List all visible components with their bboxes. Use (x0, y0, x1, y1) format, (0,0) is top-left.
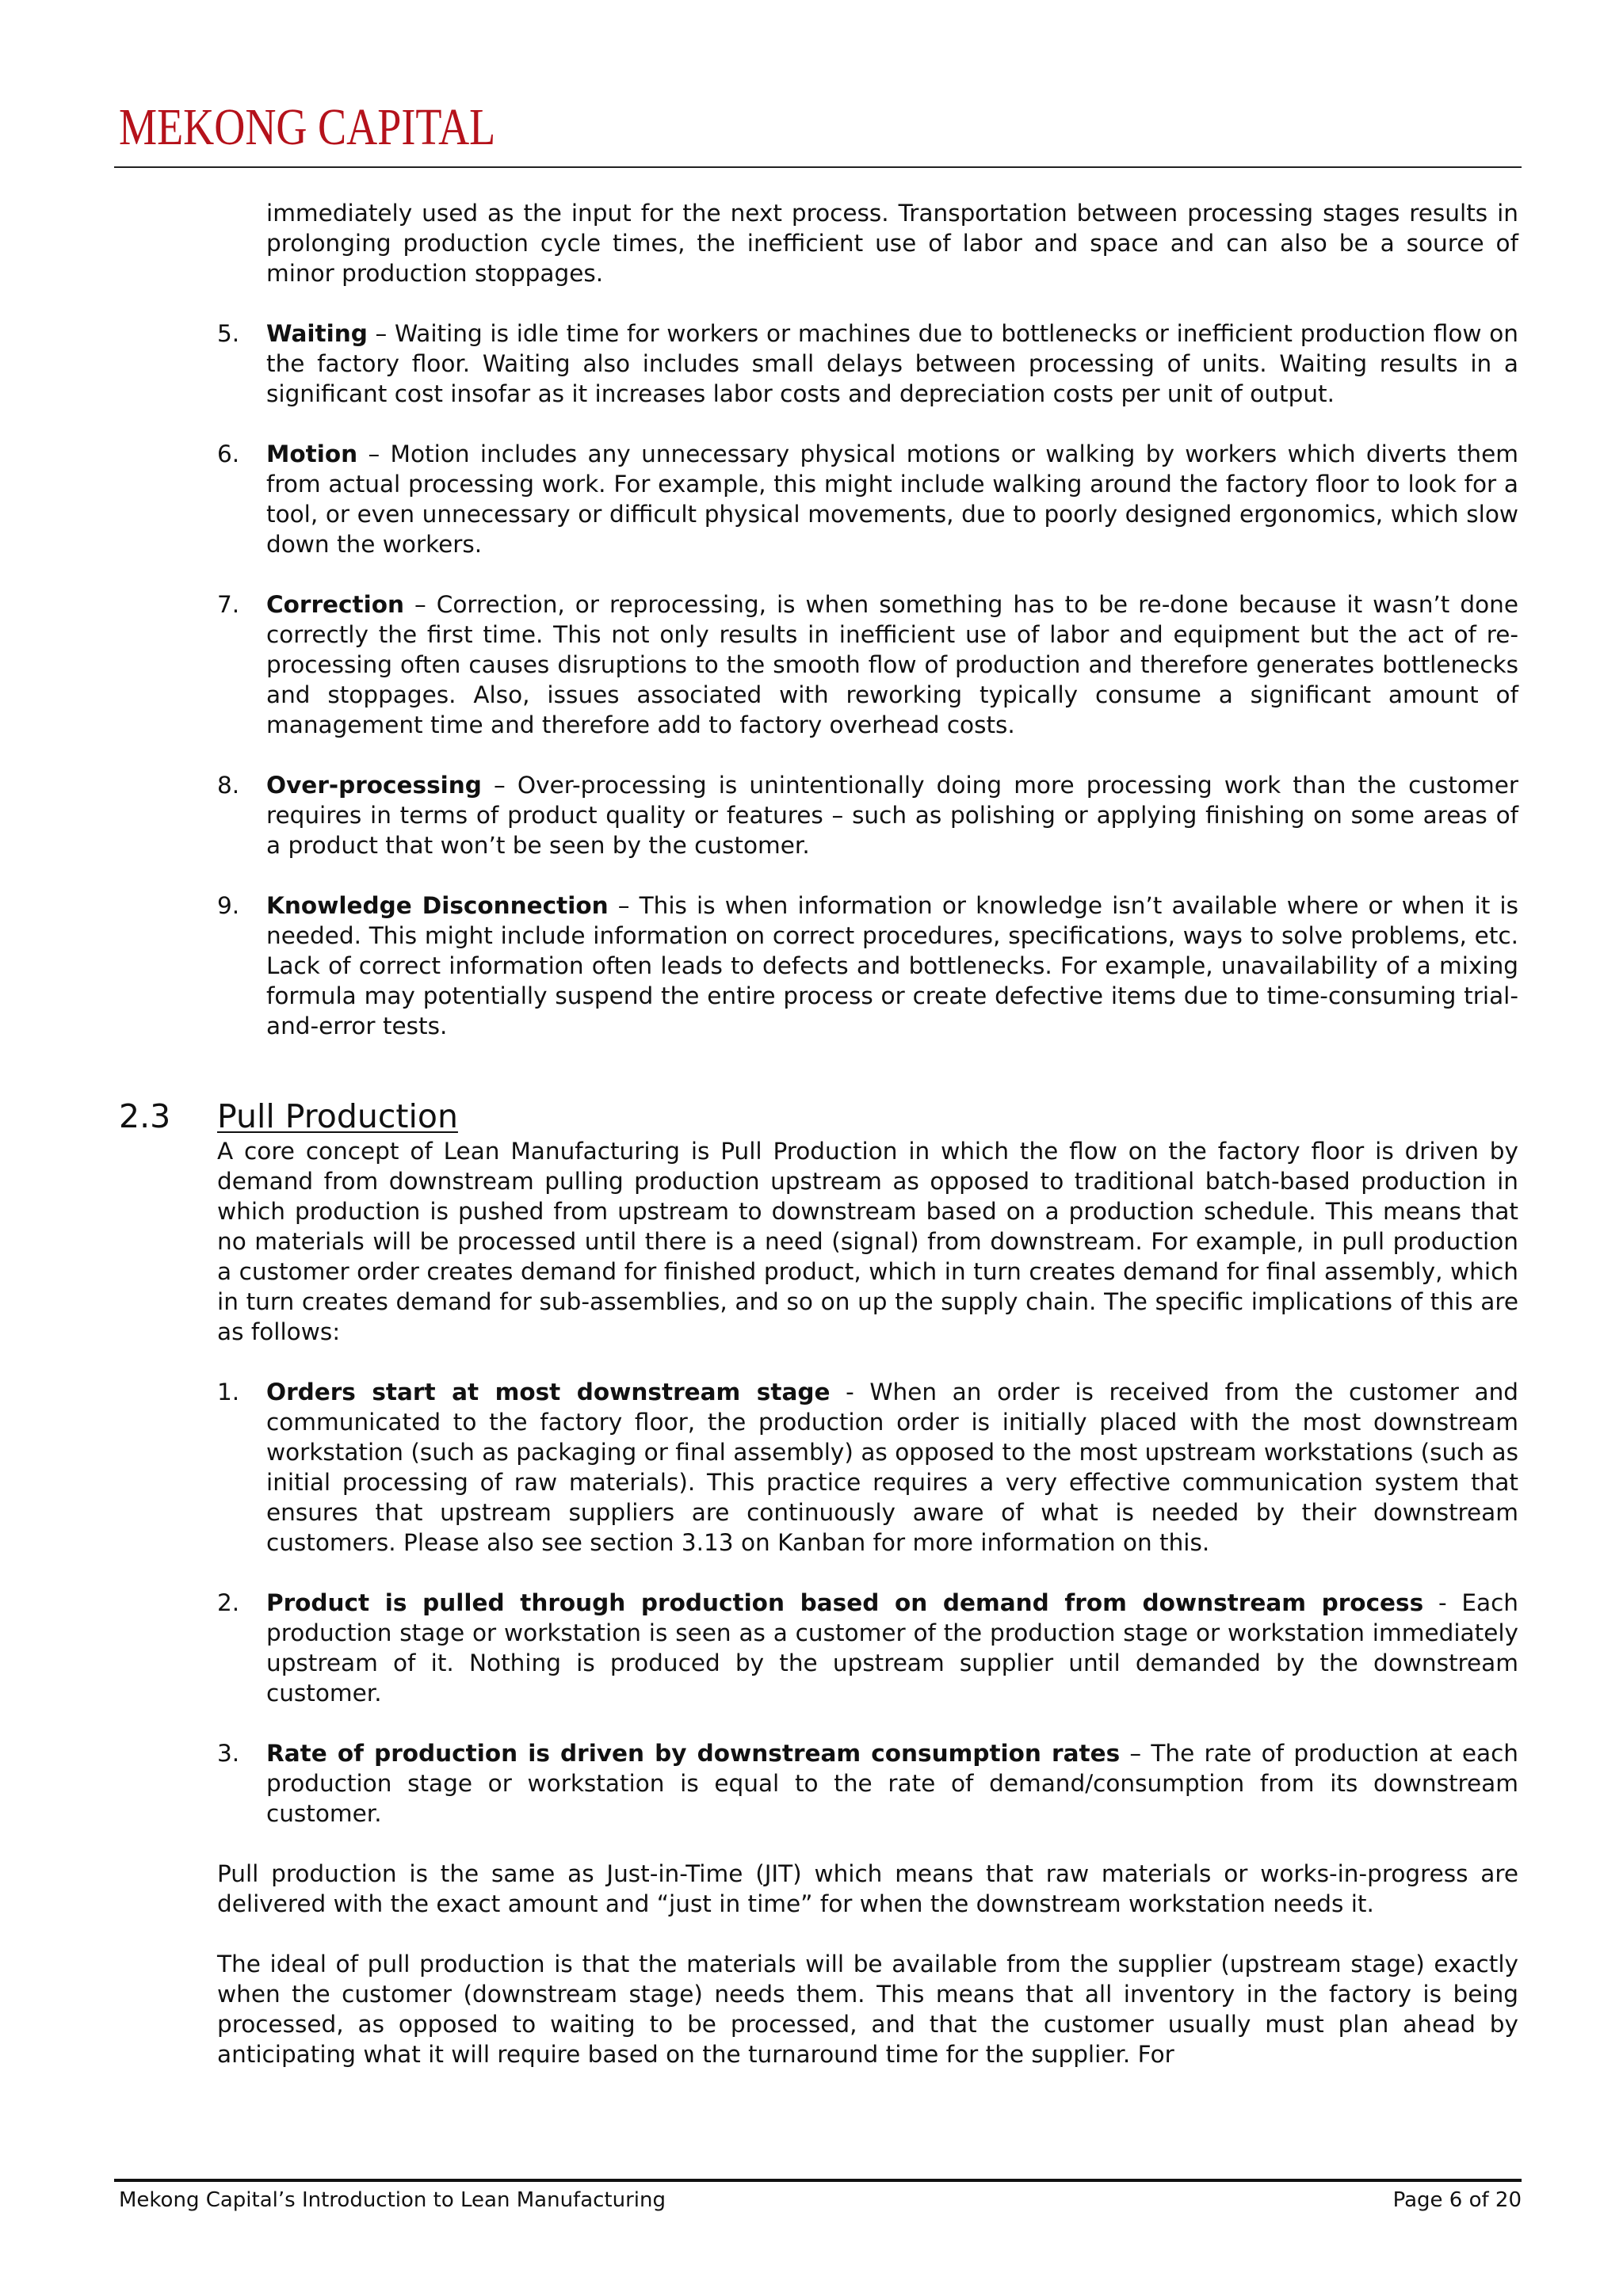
item-paragraph (266, 439, 1518, 559)
header-divider (114, 166, 1522, 168)
pull-item-orders-start (217, 1377, 1518, 1558)
item-text: - Each production stage or workstation is seen as a customer of the production stage or workstation immediately upstream of it. Nothing is produced by the upstream supplier until demanded by the downstream customer. (266, 1589, 1518, 1707)
section-number: 2.3 (119, 1097, 171, 1135)
waste-item-knowledge-disconnection (217, 891, 1518, 1041)
item-paragraph (266, 770, 1518, 860)
item-text: – Correction, or reprocessing, is when something has to be re-done because it wasn’t done correctly the first time. This not only results in inefficient use of labor and equipment but the act of re-processing often causes disruptions to the smooth flow of production and therefore generates bottlenecks and stoppages. Also, issues associated with reworking typically consume a significant amount of management time and therefore add to factory overhead costs. (266, 591, 1518, 738)
item-term: Motion (266, 441, 358, 467)
item-term: Over-processing (266, 772, 482, 799)
item-number: 9. (217, 892, 240, 919)
item-paragraph (266, 1588, 1518, 1708)
item-text: – Motion includes any unnecessary physical motions or walking by workers which diverts them from actual processing work. For example, this might include walking around the factory floor to look for a tool, or even unnecessary or difficult physical movements, due to poorly designed ergonomics, which slow down the workers. (266, 441, 1518, 558)
item-number: 6. (217, 441, 240, 467)
item-text: – The rate of production at each production stage or workstation is equal to the rate of demand/consumption from its downstream customer. (266, 1740, 1518, 1827)
item-text: – Waiting is idle time for workers or machines due to bottlenecks or inefficient production flow on the factory floor. Waiting also includes small delays between processing of units. Waiting results in a significant cost insofar as it increases labor costs and depreciation costs per unit of output. (266, 320, 1518, 407)
ideal-paragraph: The ideal of pull production is that the materials will be available from the supplier (upstream stage) exactly when the customer (downstream stage) needs them. This means that all inventory in the factory is being processed, as opposed to waiting to be processed, and that the customer usually must plan ahead by anticipating what it will require based on the turnaround time for the supplier. For (217, 1951, 1518, 2068)
item-number: 2. (217, 1589, 240, 1616)
section-intro: A core concept of Lean Manufacturing is Pull Production in which the flow on the factory floor is driven by demand from downstream pulling production upstream as opposed to traditional batch-based production in which production is pushed from upstream to downstream based on a production schedule. This means that no materials will be processed until there is a need (signal) from downstream. For example, in pull production a customer order creates demand for finished product, which in turn creates demand for final assembly, which in turn creates demand for sub-assemblies, and so on up the supply chain. The specific implications of this are as follows: (217, 1138, 1518, 1345)
item-text: – This is when information or knowledge isn’t available where or when it is needed. This might include information on correct procedures, specifications, ways to solve problems, etc. Lack of correct information often leads to defects and bottlenecks. For example, unavailability of a mixing formula may potentially suspend the entire process or create defective items due to time-consuming trial-and-error tests. (266, 892, 1518, 1039)
waste-item-over-processing (217, 770, 1518, 860)
item-number: 5. (217, 320, 240, 347)
footer-divider (114, 2179, 1522, 2182)
section-heading (119, 1097, 1623, 1136)
item-term: Rate of production is driven by downstream consumption rates (266, 1740, 1121, 1767)
item-paragraph (266, 1377, 1518, 1558)
item-text: – Over-processing is unintentionally doing more processing work than the customer requires in terms of product quality or features – such as polishing or applying finishing on some areas of a product that won’t be seen by the customer. (266, 772, 1518, 859)
section-title: Pull Production (217, 1097, 458, 1135)
item-term: Orders start at most downstream stage (266, 1379, 831, 1405)
item-term: Knowledge Disconnection (266, 892, 609, 919)
item-term: Waiting (266, 320, 368, 347)
item-text: - When an order is received from the customer and communicated to the factory floor, the production order is initially placed with the most downstream workstation (such as packaging or final assembly) as opposed to the most upstream workstations (such as initial processing of raw materials). This practice requires a very effective communication system that ensures that upstream suppliers are continuously aware of what is needed by their downstream customers. Please also see section 3.13 on Kanban for more information on this. (266, 1379, 1518, 1556)
item-number: 8. (217, 772, 240, 799)
jit-paragraph: Pull production is the same as Just-in-Time (JIT) which means that raw materials or works-in-progress are delivered with the exact amount and “just in time” for when the downstream workstation needs it. (217, 1860, 1518, 1917)
item-term: Product is pulled through production based on demand from downstream process (266, 1589, 1424, 1616)
item-number: 7. (217, 591, 240, 618)
company-logo: MEKONG CAPITAL (119, 98, 496, 156)
pull-item-product-pulled (217, 1588, 1518, 1708)
footer-page-number: Page 6 of 20 (1392, 2188, 1522, 2212)
waste-item-motion (217, 439, 1518, 559)
waste-item-waiting (217, 318, 1518, 409)
item-number: 1. (217, 1379, 240, 1405)
footer-document-title: Mekong Capital’s Introduction to Lean Manufacturing (119, 2188, 666, 2212)
pull-item-rate-of-production (217, 1738, 1518, 1829)
waste-item-correction (217, 589, 1518, 740)
item-number: 3. (217, 1740, 240, 1767)
intro-continuation: immediately used as the input for the next process. Transportation between processing stages results in prolonging production cycle times, the inefficient use of labor and space and can also be a source of minor production stoppages. (266, 200, 1518, 287)
item-paragraph (266, 589, 1518, 740)
item-paragraph (266, 891, 1518, 1041)
item-paragraph (266, 318, 1518, 409)
item-paragraph (266, 1738, 1518, 1829)
item-term: Correction (266, 591, 404, 618)
page-content (0, 198, 1623, 2069)
